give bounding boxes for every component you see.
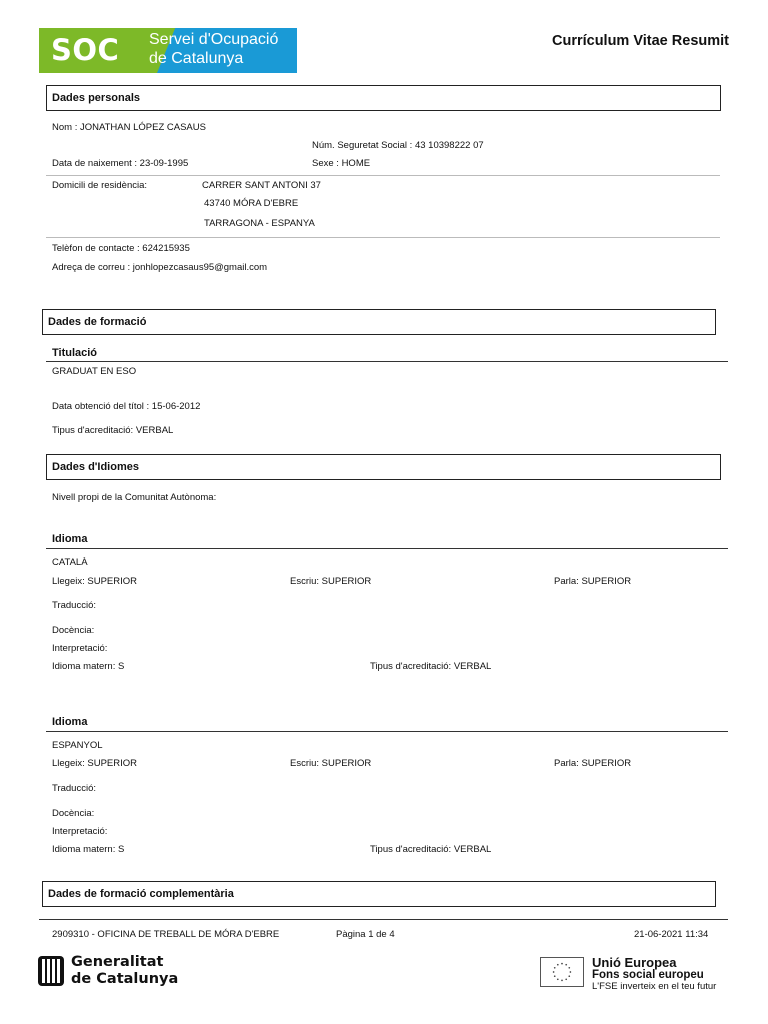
eu-flag-icon xyxy=(540,957,584,987)
section-formacio-title: Dades de formació xyxy=(48,316,147,328)
personal-address-line2: 43740 MÓRA D'EBRE xyxy=(204,198,299,209)
nivell-propi: Nivell propi de la Comunitat Autònoma: xyxy=(52,492,217,503)
idioma-acreditacio: Tipus d'acreditació: VERBAL xyxy=(370,844,492,855)
idioma-escriu: Escriu: SUPERIOR xyxy=(290,576,372,587)
eu-line3: L'FSE inverteix en el teu futur xyxy=(592,981,717,992)
generalitat-emblem-icon xyxy=(38,956,64,986)
divider xyxy=(46,731,728,732)
eu-line1: Unió Europea xyxy=(592,955,677,970)
idioma-heading: Idioma xyxy=(52,716,88,728)
personal-nom: Nom : JONATHAN LÓPEZ CASAUS xyxy=(52,122,206,133)
titulacio-data-obtencio: Data obtenció del títol : 15-06-2012 xyxy=(52,401,201,412)
personal-telefon: Telèfon de contacte : 624215935 xyxy=(52,243,190,254)
idioma-parla: Parla: SUPERIOR xyxy=(554,758,632,769)
section-complementaria-header xyxy=(42,881,716,907)
idioma-interpretacio: Interpretació: xyxy=(52,643,108,654)
personal-address-line3: TARRAGONA - ESPANYA xyxy=(204,218,315,229)
document-title: Currículum Vitae Resumit xyxy=(551,33,729,49)
section-complementaria-title: Dades de formació complementària xyxy=(48,888,234,900)
titulacio-heading: Titulació xyxy=(52,347,98,359)
personal-address-line1: CARRER SANT ANTONI 37 xyxy=(202,180,321,191)
divider xyxy=(46,175,720,176)
personal-naixement: Data de naixement : 23-09-1995 xyxy=(52,158,189,169)
idioma-traduccio: Traducció: xyxy=(52,600,96,611)
titulacio-value: GRADUAT EN ESO xyxy=(52,366,137,377)
idioma-docencia: Docència: xyxy=(52,625,95,636)
soc-logo xyxy=(39,28,297,73)
generalitat-line2: de Catalunya xyxy=(71,971,179,987)
divider xyxy=(46,237,720,238)
section-personal-header xyxy=(46,85,721,111)
section-personal-title: Dades personals xyxy=(52,92,141,104)
soc-logo-line2: de Catalunya xyxy=(149,50,244,67)
divider xyxy=(46,361,728,362)
idioma-llegeix: Llegeix: SUPERIOR xyxy=(52,758,138,769)
eu-line2: Fons social europeu xyxy=(592,969,704,981)
idioma-heading: Idioma xyxy=(52,533,88,545)
idioma-acreditacio: Tipus d'acreditació: VERBAL xyxy=(370,661,492,672)
idioma-matern: Idioma matern: S xyxy=(52,844,125,855)
footer-office: 2909310 - OFICINA DE TREBALL DE MÓRA D'EBRE xyxy=(52,929,280,940)
personal-seguretat-social: Núm. Seguretat Social : 43 10398222 07 xyxy=(312,140,484,151)
divider xyxy=(46,548,728,549)
idioma-parla: Parla: SUPERIOR xyxy=(554,576,632,587)
soc-logo-line1: Servei d'Ocupació xyxy=(149,31,279,48)
personal-sexe: Sexe : HOME xyxy=(312,158,371,169)
idioma-traduccio: Traducció: xyxy=(52,783,96,794)
footer-datetime: 21-06-2021 11:34 xyxy=(634,929,709,940)
idioma-matern: Idioma matern: S xyxy=(52,661,125,672)
section-formacio-header xyxy=(42,309,716,335)
idioma-escriu: Escriu: SUPERIOR xyxy=(290,758,372,769)
footer-page-number: Pàgina 1 de 4 xyxy=(336,929,395,940)
generalitat-line1: Generalitat xyxy=(71,954,164,970)
footer-divider xyxy=(39,919,728,920)
idioma-docencia: Docència: xyxy=(52,808,95,819)
idioma-interpretacio: Interpretació: xyxy=(52,826,108,837)
personal-correu: Adreça de correu : jonhlopezcasaus95@gmail.com xyxy=(52,262,268,273)
soc-logo-abbr: SOC xyxy=(51,33,120,67)
section-idiomes-title: Dades d'Idiomes xyxy=(52,461,139,473)
titulacio-acreditacio: Tipus d'acreditació: VERBAL xyxy=(52,425,174,436)
idioma-name: CATALÀ xyxy=(52,557,88,568)
section-idiomes-header xyxy=(46,454,721,480)
idioma-name: ESPANYOL xyxy=(52,740,103,751)
personal-domicili-label: Domicili de residència: xyxy=(52,180,148,191)
idioma-llegeix: Llegeix: SUPERIOR xyxy=(52,576,138,587)
